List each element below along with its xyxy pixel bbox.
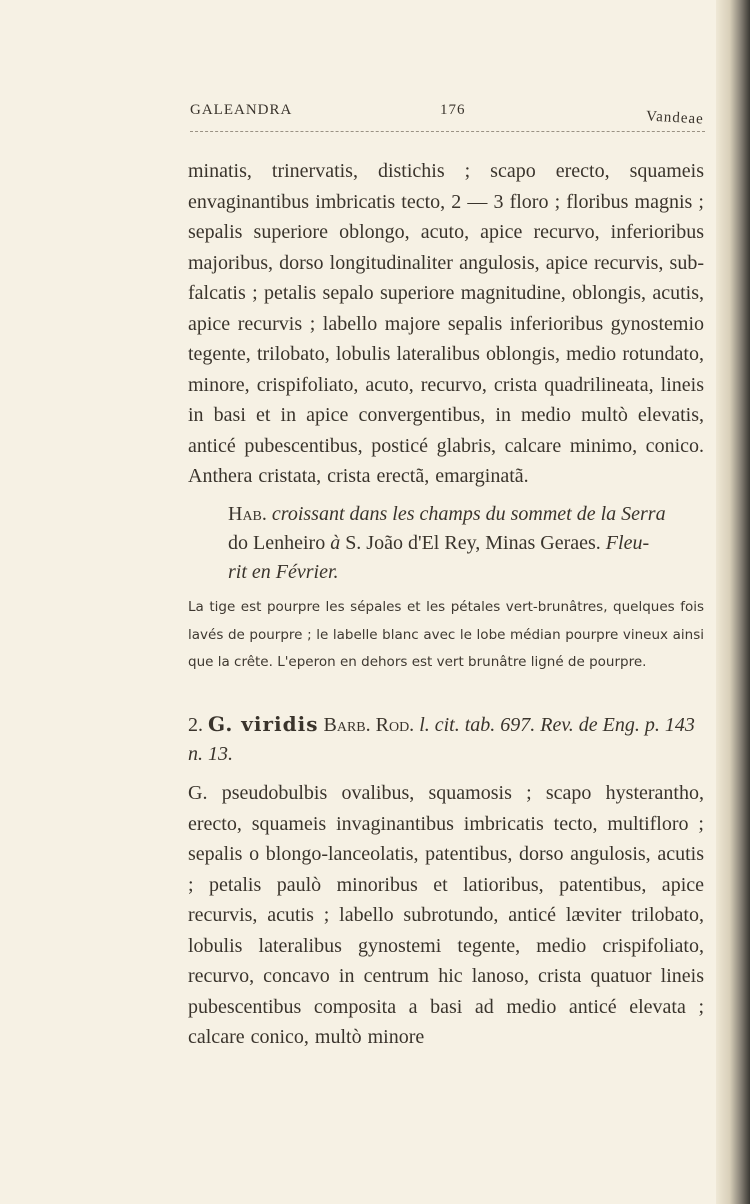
color-note: La tige est pourpre les sépales et les pétales vert-brunâtres, quelques fois lavés de pourpre ; le labelle blanc avec le lobe médian pourpre vineux ainsi que la crête. L'eperon en dehors est vert brunâtre ligné de pourpre. [188, 599, 704, 670]
description-paragraph-2: G. pseudobulbis ovalibus, squamosis ; scapo hysterantho, erecto, squameis invaginantibus imbricatis tecto, multifloro ; sepalis o blongo-lanceolatis, patentibus, dorso angulosis, acutis ; petalis paulò minoribus et latioribus, patentibus, apice recurvis, acutis ; labello subrotundo, anticé læviter trilobato, lobulis lateralibus gynostemi tegente, medio crispifoliato, recurvo, concavo in centrum hic lanoso, crista quatuor lineis pubescentibus composita a basi ad medio anticé elevata ; calcare conico, multò minore [188, 782, 704, 1048]
species-number: 2. [188, 714, 203, 736]
habitat-flowering-start: Fleu- [605, 532, 650, 554]
header-genus: GALEANDRA [190, 102, 293, 118]
habitat-preposition: à [330, 532, 341, 554]
habitat-line-1 [188, 500, 704, 529]
header-tribe: Vandeae [645, 108, 705, 128]
habitat-paragraph [188, 500, 704, 587]
species-heading [188, 710, 704, 769]
species-name: G. viridis [208, 712, 319, 736]
habitat-flowering: rit en Février. [228, 561, 339, 583]
habitat-label: Hab. [228, 503, 267, 525]
page-edge-shadow [716, 0, 750, 1204]
species-author: Barb. Rod. [323, 714, 415, 736]
header-rule [190, 131, 705, 132]
habitat-locality-start: do Lenheiro [228, 532, 326, 554]
habitat-line-3 [188, 558, 704, 587]
description-paragraph-1: minatis, trinervatis, distichis ; scapo erecto, squameis envaginantibus imbricatis tecto, 2 — 3 floro ; floribus magnis ; sepalis superiore oblongo, acuto, apice recurvo, inferioribus majoribus, dorso longitudinaliter angulosis, apice recurvis, sub-falcatis ; petalis sepalo superiore magnitudine, oblongis, acutis, apice recurvis ; labello majore sepalis inferioribus gynostemio tegente, trilobato, lobulis lateralibus oblongis, medio rotundato, minore, crispifoliato, acuto, recurvo, crista quadrilineata, lineis in basi et in apice convergentibus, in medio multò elevatis, anticé pubescentibus, posticé glabris, calcare minimo, conico. Anthera cristata, crista erectã, emarginatã. [188, 160, 704, 487]
page-number: 176 [440, 102, 466, 118]
habitat-line-2 [188, 529, 704, 558]
running-header [190, 102, 710, 132]
habitat-text-1: croissant dans les champs du sommet de la Serra [271, 503, 666, 525]
species-reference: l. cit. tab. 697. Rev. de Eng. p. 143 n. 13. [188, 714, 695, 765]
habitat-locality: S. João d'El Rey, Minas Geraes. [345, 532, 601, 554]
